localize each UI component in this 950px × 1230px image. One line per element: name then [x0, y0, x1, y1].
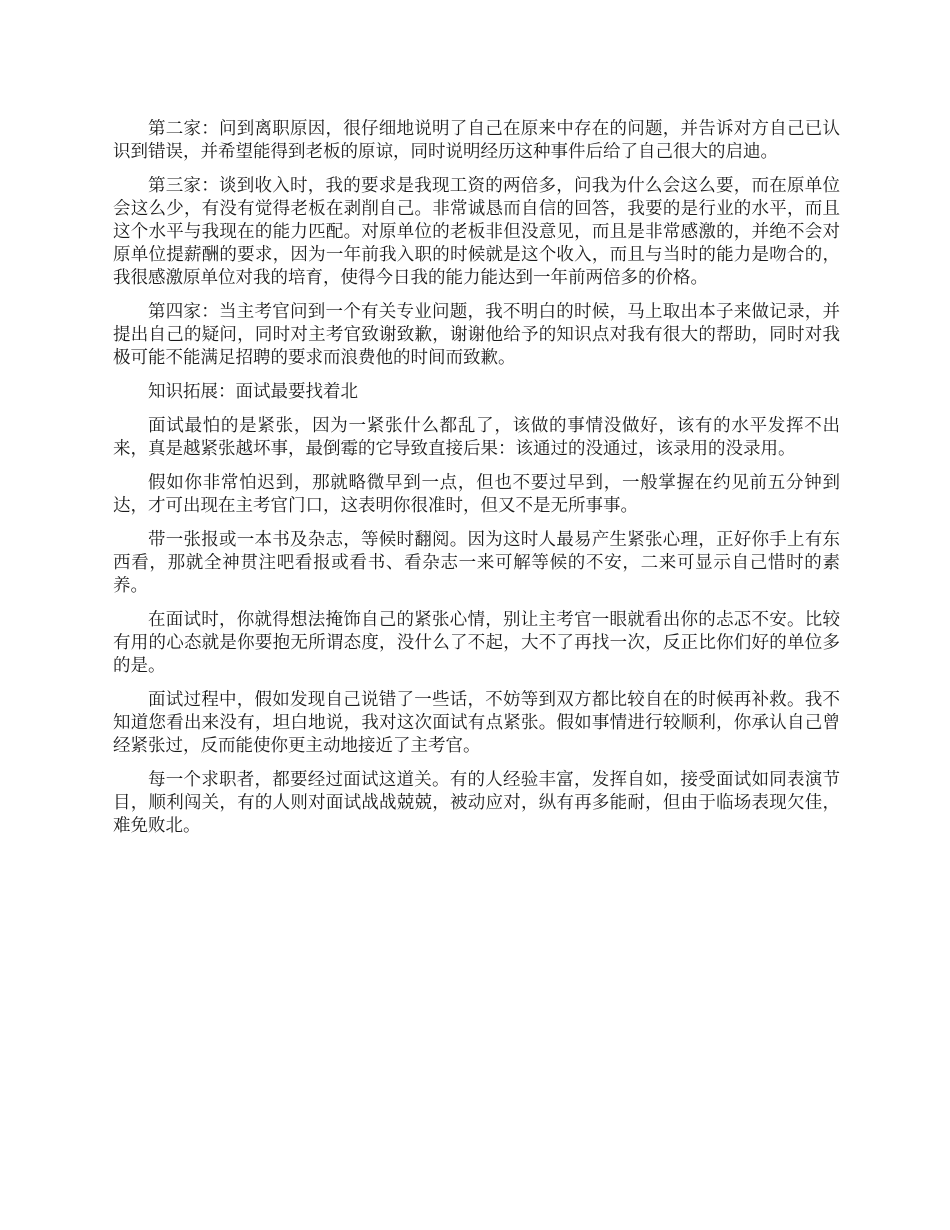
document-page — [113, 118, 840, 849]
section-heading-knowledge-extension: 知识拓展：面试最要找着北 — [148, 382, 358, 402]
paragraph-second-company: 第二家：问到离职原因，很仔细地说明了自己在原来中存在的问题，并告诉对方自己已认识到错误，并希望能得到老板的原谅，同时说明经历这种事件后给了自己很大的启迪。 — [113, 119, 840, 162]
paragraph-hide-nervousness: 在面试时，你就得想法掩饰自己的紧张心情，别让主考官一眼就看出你的忐忑不安。比较有用的心态就是你要抱无所谓态度，没什么了不起，大不了再找一次，反正比你们好的单位多的是。 — [113, 610, 840, 676]
paragraph-every-job-seeker: 每一个求职者，都要经过面试这道关。有的人经验丰富，发挥自如，接受面试如同表演节目，顺利闯关，有的人则对面试战战兢兢，被动应对，纵有再多能耐，但由于临场表现欠佳，难免败北。 — [113, 770, 840, 836]
paragraph-bring-reading: 带一张报或一本书及杂志，等候时翻阅。因为这时人最易产生紧张心理，正好你手上有东西看，那就全神贯注吧看报或看书、看杂志一来可解等候的不安，二来可显示自己惜时的素养。 — [113, 530, 840, 596]
paragraph-arrive-early: 假如你非常怕迟到，那就略微早到一点，但也不要过早到，一般掌握在约见前五分钟到达，才可出现在主考官门口，这表明你很准时，但又不是无所事事。 — [113, 473, 840, 516]
paragraph-fourth-company: 第四家：当主考官问到一个有关专业问题，我不明白的时候，马上取出本子来做记录，并提出自己的疑问，同时对主考官致谢致歉，谢谢他给予的知识点对我有很大的帮助，同时对我极可能不能满足招聘的要求而浪费他的时间而致歉。 — [113, 302, 840, 368]
paragraph-nervousness: 面试最怕的是紧张，因为一紧张什么都乱了，该做的事情没做好，该有的水平发挥不出来，真是越紧张越坏事，最倒霉的它导致直接后果：该通过的没通过，该录用的没录用。 — [113, 416, 840, 459]
paragraph-third-company: 第三家：谈到收入时，我的要求是我现工资的两倍多，问我为什么会这么要，而在原单位会这么少，有没有觉得老板在剥削自己。非常诚恳而自信的回答，我要的是行业的水平，而且这个水平与我现在的能力匹配。对原单位的老板非但没意见，而且是非常感激的，并绝不会对原单位提薪酬的要求，因为一年前我入职的时候就是这个收入，而且与当时的能力是吻合的，我很感激原单位对我的培育，使得今日我的能力能达到一年前两倍多的价格。 — [113, 176, 840, 288]
paragraph-correct-mistakes: 面试过程中，假如发现自己说错了一些话，不妨等到双方都比较自在的时候再补救。我不知道您看出来没有，坦白地说，我对这次面试有点紧张。假如事情进行较顺利，你承认自己曾经紧张过，反而能使你更主动地接近了主考官。 — [113, 690, 840, 756]
